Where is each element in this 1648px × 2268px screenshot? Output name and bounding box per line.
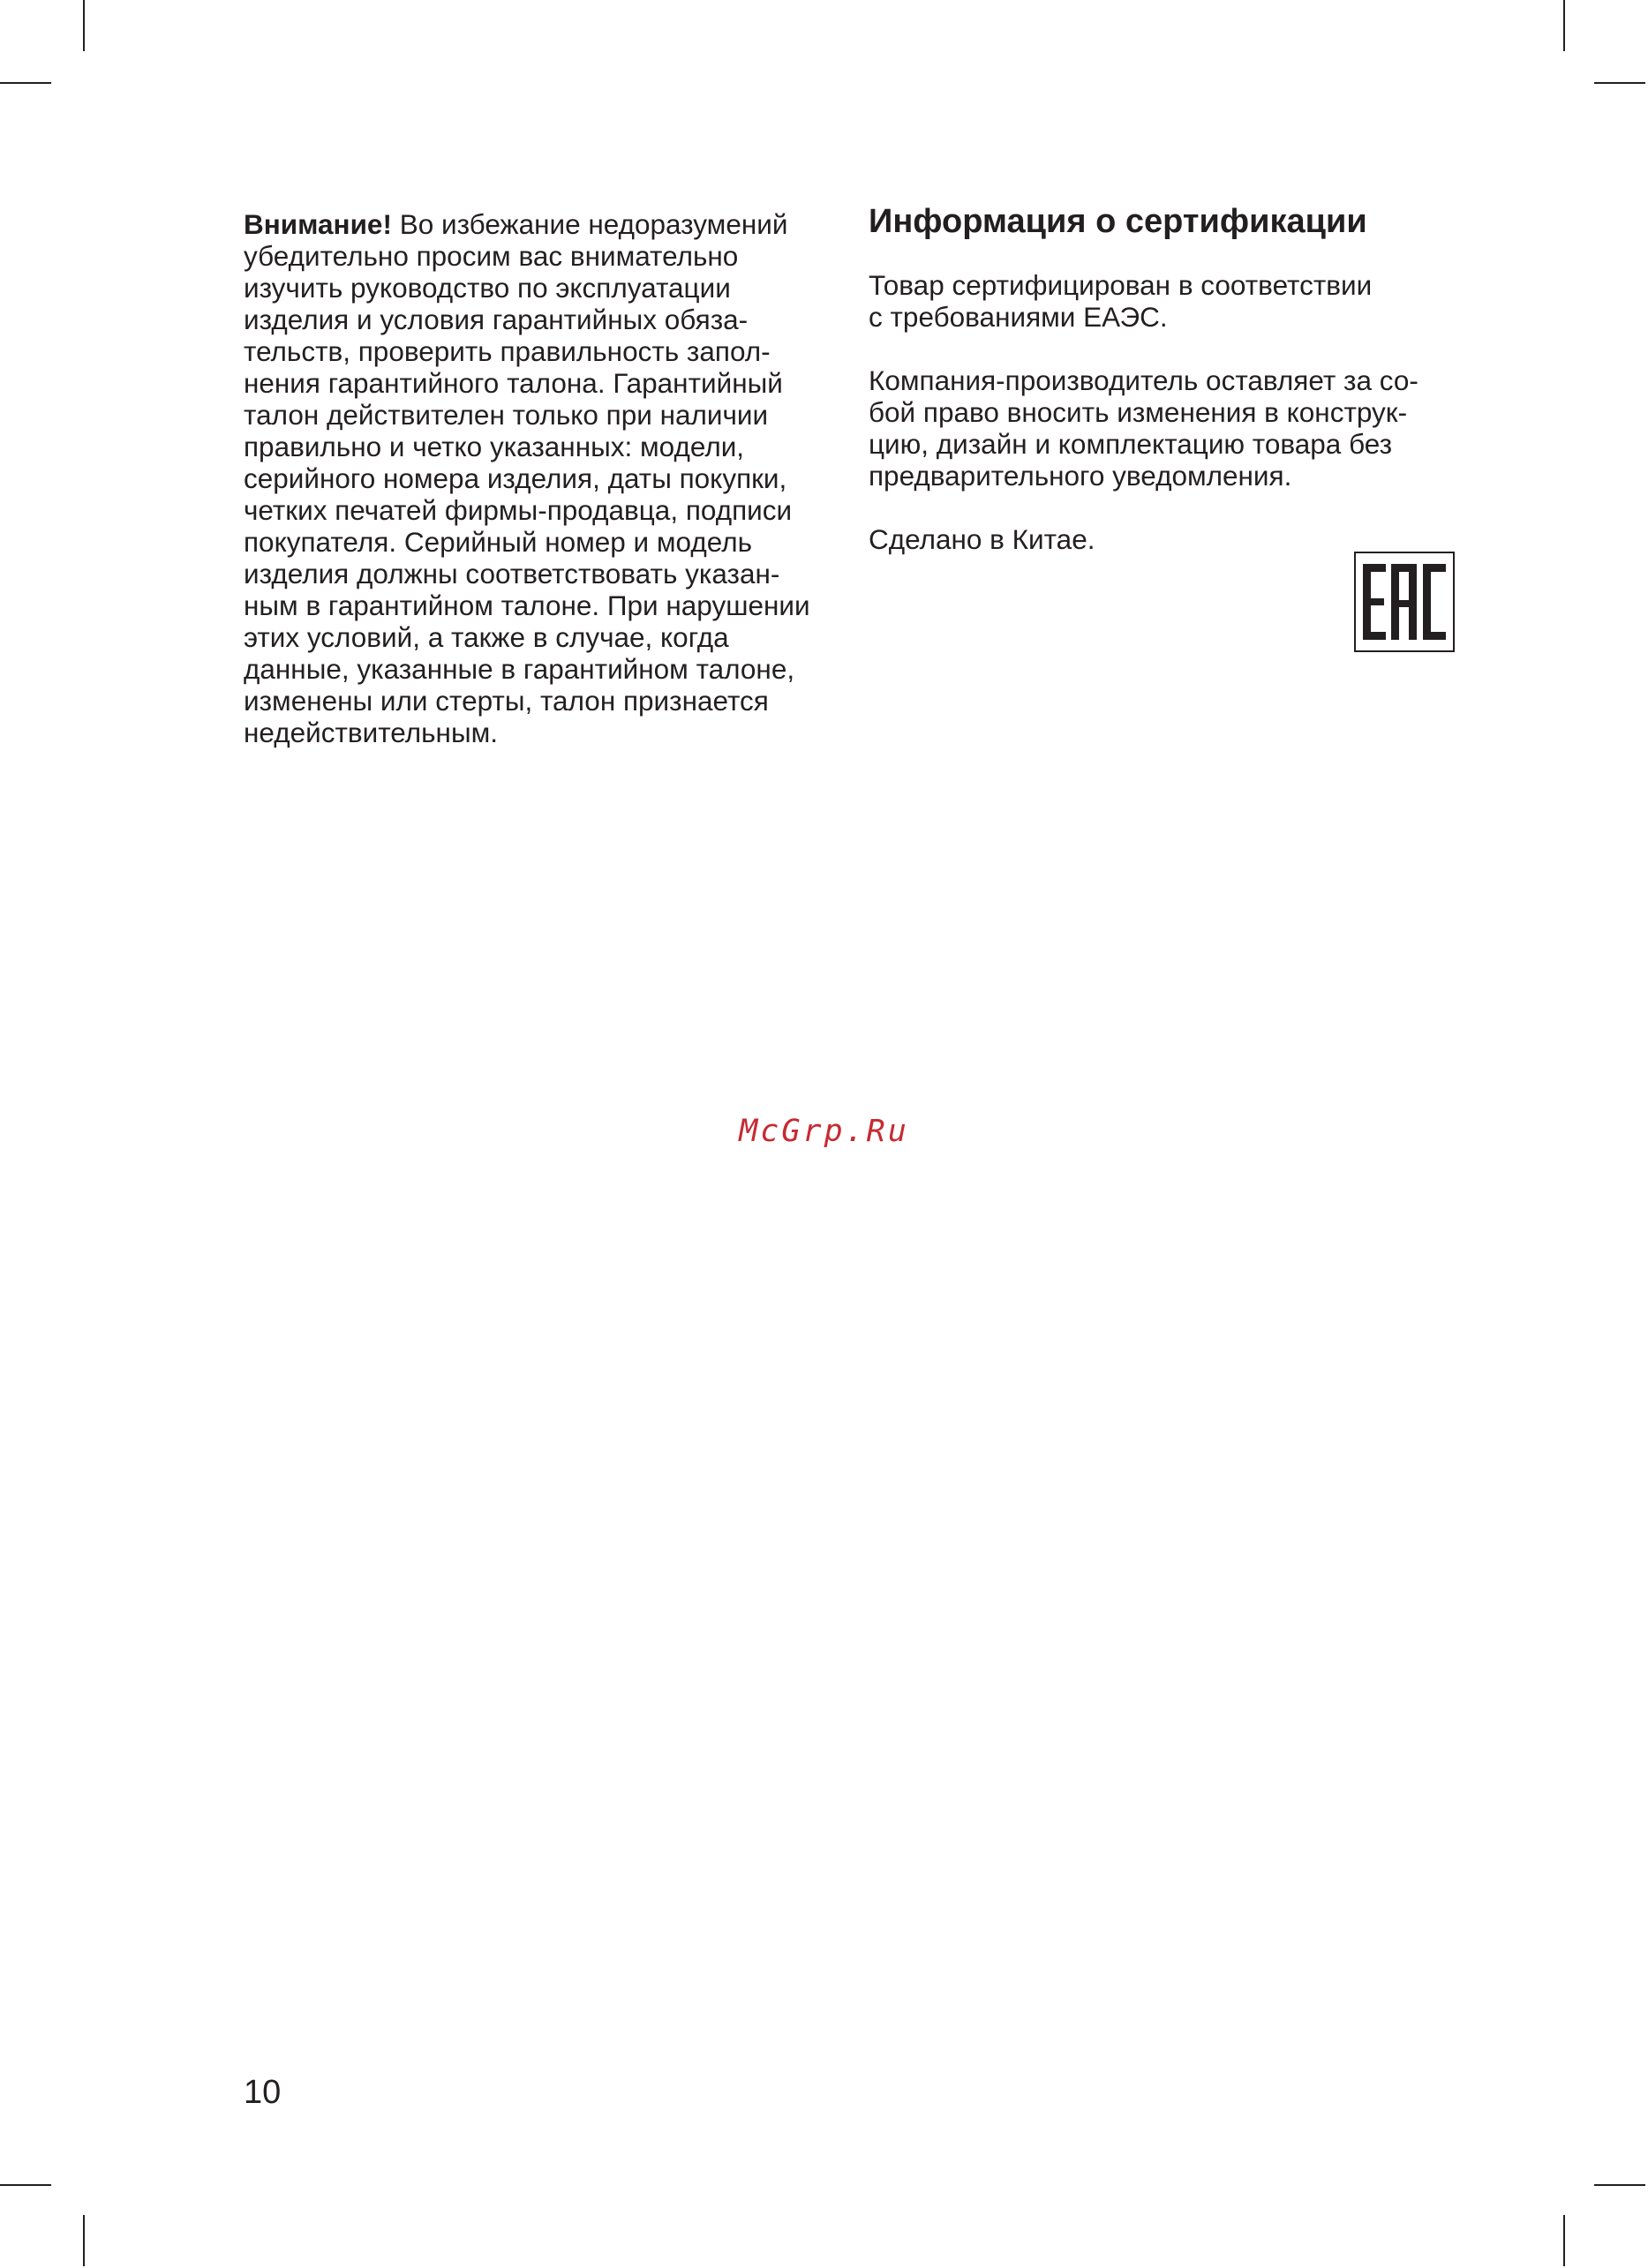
manufacturer-line: предварительного уведомления.	[869, 460, 1292, 492]
crop-mark-bottom-left-h	[0, 2184, 51, 2186]
warning-line: талон действителен только при наличии	[244, 399, 769, 431]
crop-mark-bottom-right-h	[1594, 2184, 1645, 2186]
crop-mark-top-right-h	[1594, 82, 1645, 84]
crop-mark-bottom-left	[83, 2215, 85, 2266]
warning-line: тельств, проверить правильность запол-	[244, 335, 771, 367]
warning-line: изделия должны соответствовать указан-	[244, 558, 780, 590]
crop-mark-top-left	[83, 0, 85, 51]
country-of-origin: Сделано в Китае.	[869, 523, 1095, 555]
warning-line: Внимание! Во избежание недоразумений	[244, 208, 788, 240]
watermark-text: McGrp.Ru	[739, 1114, 909, 1149]
warning-paragraph	[244, 208, 835, 748]
eac-mark-icon	[1354, 552, 1455, 652]
warning-line: убедительно просим вас внимательно	[244, 240, 739, 272]
warning-line: изменены или стерты, талон признается	[244, 685, 769, 717]
warning-line: изделия и условия гарантийных обяза-	[244, 304, 749, 335]
manufacturer-line: бой право вносить изменения в конструк-	[869, 396, 1408, 428]
warning-line: изучить руководство по эксплуатации	[244, 272, 731, 304]
certification-section	[869, 201, 1451, 555]
warning-label: Внимание!	[244, 208, 392, 240]
crop-mark-top-right	[1563, 0, 1565, 51]
certification-line: Товар сертифицирован в соответствии	[869, 269, 1373, 301]
warning-section	[244, 208, 835, 748]
warning-line: покупателя. Серийный номер и модель	[244, 526, 753, 558]
certification-line: с требованиями ЕАЭС.	[869, 301, 1168, 333]
manufacturer-line: Компания-производитель оставляет за со-	[869, 364, 1418, 396]
manufacturer-notice	[869, 364, 1451, 492]
warning-line: правильно и четко указанных: модели,	[244, 431, 745, 462]
certification-heading: Информация о сертификации	[869, 203, 1367, 240]
warning-line: данные, указанные в гарантийном талоне,	[244, 653, 795, 685]
warning-line: ным в гарантийном талоне. При нарушении	[244, 590, 810, 621]
warning-line: нения гарантийного талона. Гарантийный	[244, 367, 783, 399]
warning-line: этих условий, а также в случае, когда	[244, 621, 729, 653]
page-number: 10	[244, 2074, 282, 2111]
manufacturer-line: цию, дизайн и комплектацию товара без	[869, 428, 1393, 460]
warning-line: недействительным.	[244, 717, 499, 748]
crop-mark-top-left-h	[0, 82, 51, 84]
certification-statement	[869, 269, 1451, 333]
warning-line: четких печатей фирмы-продавца, подписи	[244, 494, 793, 526]
warning-line: серийного номера изделия, даты покупки,	[244, 462, 787, 494]
crop-mark-bottom-right	[1563, 2215, 1565, 2266]
